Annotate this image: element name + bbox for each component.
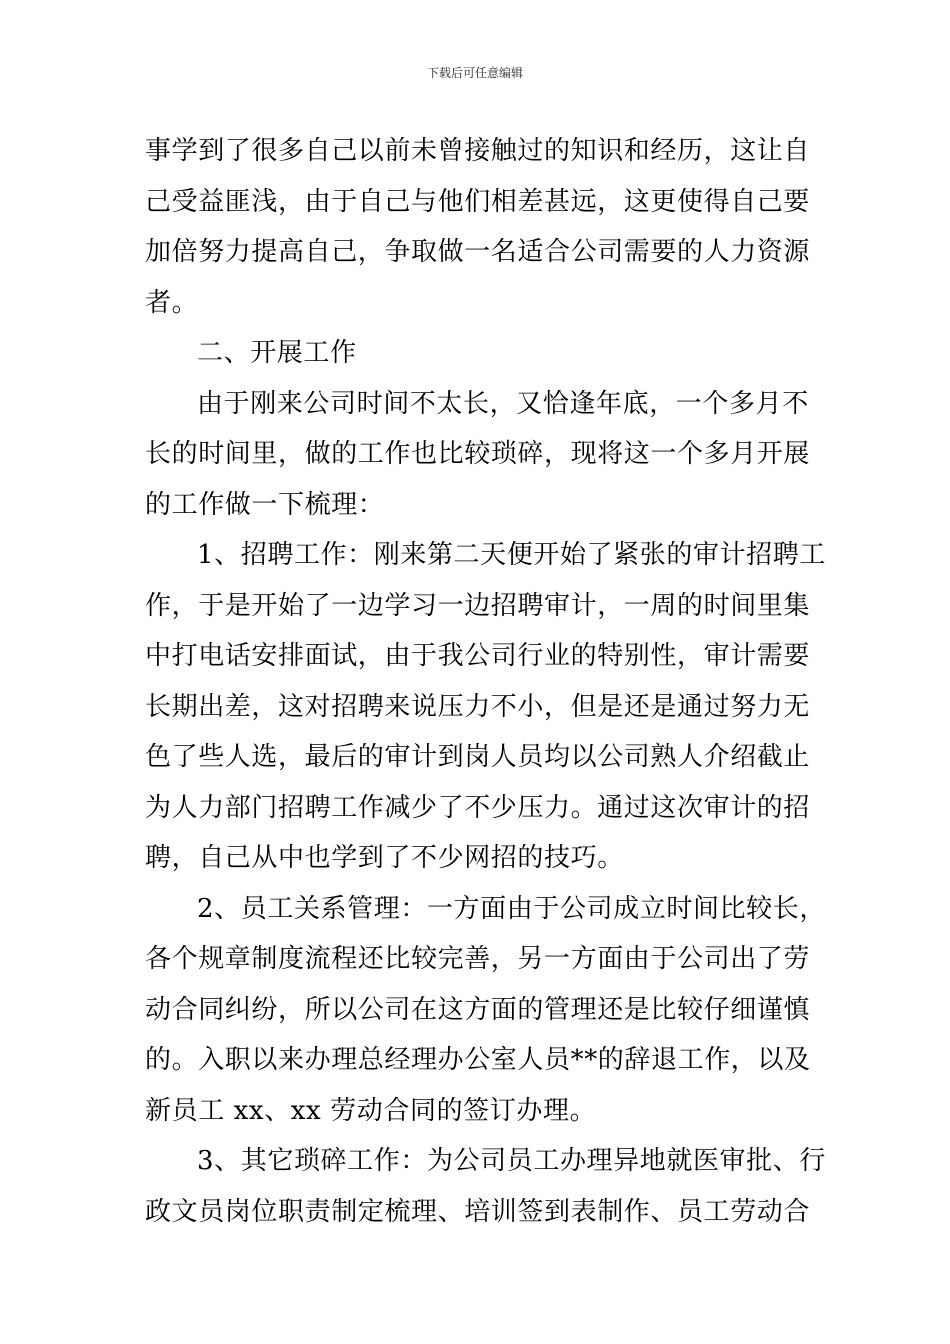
paragraph-start: 1、招聘工作：刚来第二天便开始了紧张的审计招聘工 — [197, 540, 826, 570]
text-line: 者。 — [145, 287, 199, 318]
text-line: 新员工 xx、xx 劳动合同的签订办理。 — [145, 1095, 597, 1126]
text-line: 动合同纠纷，所以公司在这方面的管理还是比较仔细谨慎 — [145, 994, 811, 1025]
text-line: 为人力部门招聘工作减少了不少压力。通过这次审计的招 — [145, 792, 811, 823]
text-line: 色了些人选，最后的审计到岗人员均以公司熟人介绍截止 — [145, 742, 811, 772]
paragraph-start: 2、员工关系管理：一方面由于公司成立时间比较长， — [197, 893, 826, 924]
text-line: 加倍努力提高自己，争取做一名适合公司需要的人力资源 — [145, 237, 811, 267]
text-line: 政文员岗位职责制定梳理、培训签到表制作、员工劳动合 — [145, 1196, 811, 1227]
paragraph-start: 由于刚来公司时间不太长，又恰逢年底，一个多月不 — [197, 388, 809, 419]
text-line: 事学到了很多自己以前未曾接触过的知识和经历，这让自 — [145, 136, 811, 166]
text-line: 作，于是开始了一边学习一边招聘审计，一周的时间里集 — [145, 590, 811, 621]
text-line: 的。入职以来办理总经理办公室人员**的辞退工作，以及 — [145, 1045, 811, 1075]
text-line: 各个规章制度流程还比较完善，另一方面由于公司出了劳 — [145, 944, 811, 974]
text-line: 中打电话安排面试，由于我公司行业的特别性，审计需要 — [145, 641, 811, 671]
document-body — [145, 126, 826, 1237]
section-heading: 二、开展工作 — [197, 338, 357, 368]
page-header-note: 下载后可任意编辑 — [426, 66, 523, 80]
text-line: 长期出差，这对招聘来说压力不小，但是还是通过努力无 — [145, 691, 811, 722]
text-line: 己受益匪浅，由于自己与他们相差甚远，这更使得自己要 — [145, 186, 811, 217]
text-line: 的工作做一下梳理： — [145, 489, 385, 520]
text-line: 聘，自己从中也学到了不少网招的技巧。 — [145, 843, 624, 873]
paragraph-start: 3、其它琐碎工作：为公司员工办理异地就医审批、行 — [197, 1146, 826, 1176]
text-line: 长的时间里，做的工作也比较琐碎，现将这一个多月开展 — [145, 439, 811, 469]
